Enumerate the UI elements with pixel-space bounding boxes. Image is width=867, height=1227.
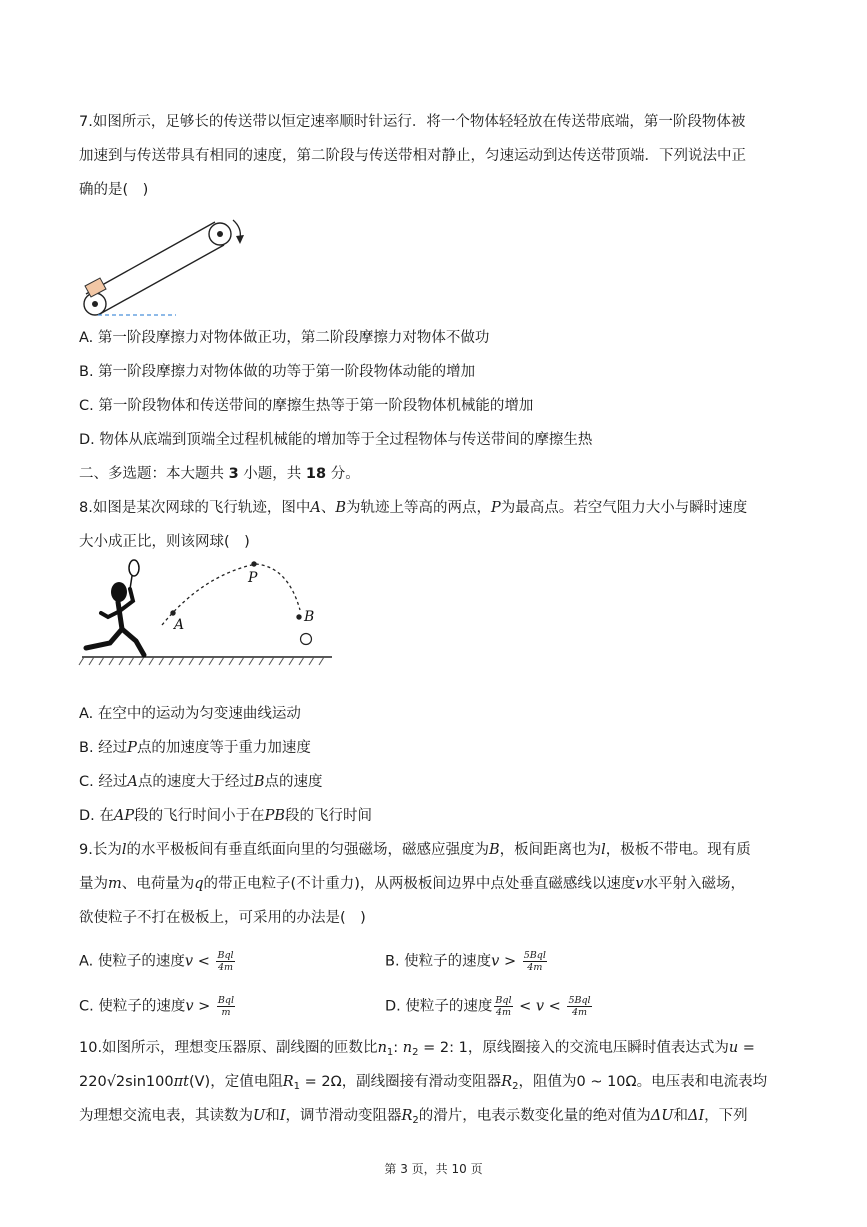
q9-option-d: D. 使粒子的速度 $\frac{\text{Bql}}{4m}$ < v < $\frac{\text{5Bql}}{4m}$ — [385, 995, 591, 1018]
q7-option-a: A. 第一阶段摩擦力对物体做正功，第二阶段摩擦力对物体不做功 — [79, 330, 490, 346]
q7-option-c: C. 第一阶段物体和传送带间的摩擦生热等于第一阶段物体机械能的增加 — [79, 398, 534, 414]
q10-stem-line3: 为理想交流电表，其读数为U和I，调节滑动变阻器$R_2$的滑片，电表示数变化量的绝对值为ΔU和ΔI，下列 — [79, 1108, 748, 1126]
q8-option-d: D. 在AP段的飞行时间小于在PB段的飞行时间 — [79, 808, 373, 824]
label-p: P — [248, 570, 258, 586]
q9-stem-line2: 量为m、电荷量为q的带正电粒子(不计重力)，从两极板间边界中点处垂直磁感线以速度v水平射入磁场， — [79, 876, 746, 892]
q7-option-b: B. 第一阶段摩擦力对物体做的功等于第一阶段物体动能的增加 — [79, 364, 476, 380]
q7-option-d: D. 物体从底端到顶端全过程机械能的增加等于全过程物体与传送带间的摩擦生热 — [79, 432, 593, 448]
q9-option-c: C. 使粒子的速度v > $\frac{\text{Bql}}{m}$ — [79, 995, 235, 1018]
q8-stem-line1: 8.如图是某次网球的飞行轨迹，图中A、B为轨迹上等高的两点，P为最高点。若空气阻力大小与瞬时速度 — [79, 500, 748, 516]
q9-stem-line1: 9.长为l的水平极板间有垂直纸面向里的匀强磁场，磁感应强度为B，板间距离也为l，极板不带电。现有质 — [79, 842, 751, 858]
stick-figure-player — [86, 560, 144, 655]
q8-stem-line2: 大小成正比，则该网球( ) — [79, 534, 250, 550]
q10-stem-line2: 220√2sin100πt(V)，定值电阻$R_1 = 2\Omega$，副线圈接有滑动变阻器$R_2$，阻值为0 ~ 10Ω。电压表和电流表均 — [79, 1074, 768, 1092]
q7-stem-line2: 加速到与传送带具有相同的速度，第二阶段与传送带相对静止，匀速运动到达传送带顶端．下列说法中正 — [79, 148, 746, 164]
q8-option-c: C. 经过A点的速度大于经过B点的速度 — [79, 774, 323, 790]
label-a: A — [174, 617, 185, 633]
q8-option-a: A. 在空中的运动为匀变速曲线运动 — [79, 706, 301, 722]
q9-stem-line3: 欲使粒子不打在极板上，可采用的办法是( ) — [79, 910, 366, 926]
q9-option-b: B. 使粒子的速度v > $\frac{\text{5Bql}}{4m}$ — [385, 950, 546, 973]
q9-option-a: A. 使粒子的速度v < $\frac{\text{Bql}}{4m}$ — [79, 950, 234, 973]
q10-stem-line1: 10.如图所示，理想变压器原、副线圈的匝数比$n_1$: $n_2 = 2$: 1，原线圈接入的交流电压瞬时值表达式为u = — [79, 1040, 755, 1058]
label-b: B — [304, 609, 315, 625]
page-footer: 第 3 页，共 10 页 — [384, 1162, 483, 1176]
q7-stem-line1: 7.如图所示，足够长的传送带以恒定速率顺时针运行．将一个物体轻轻放在传送带底端，第一阶段物体被 — [79, 114, 746, 130]
tennis-trajectory-figure — [78, 555, 338, 670]
q7-stem-line3: 确的是( ) — [79, 182, 149, 198]
q8-option-b: B. 经过P点的加速度等于重力加速度 — [79, 740, 311, 756]
section-heading: 二、多选题：本大题共 3 小题，共 18 分。 — [79, 466, 360, 482]
conveyor-belt-figure — [80, 214, 250, 320]
